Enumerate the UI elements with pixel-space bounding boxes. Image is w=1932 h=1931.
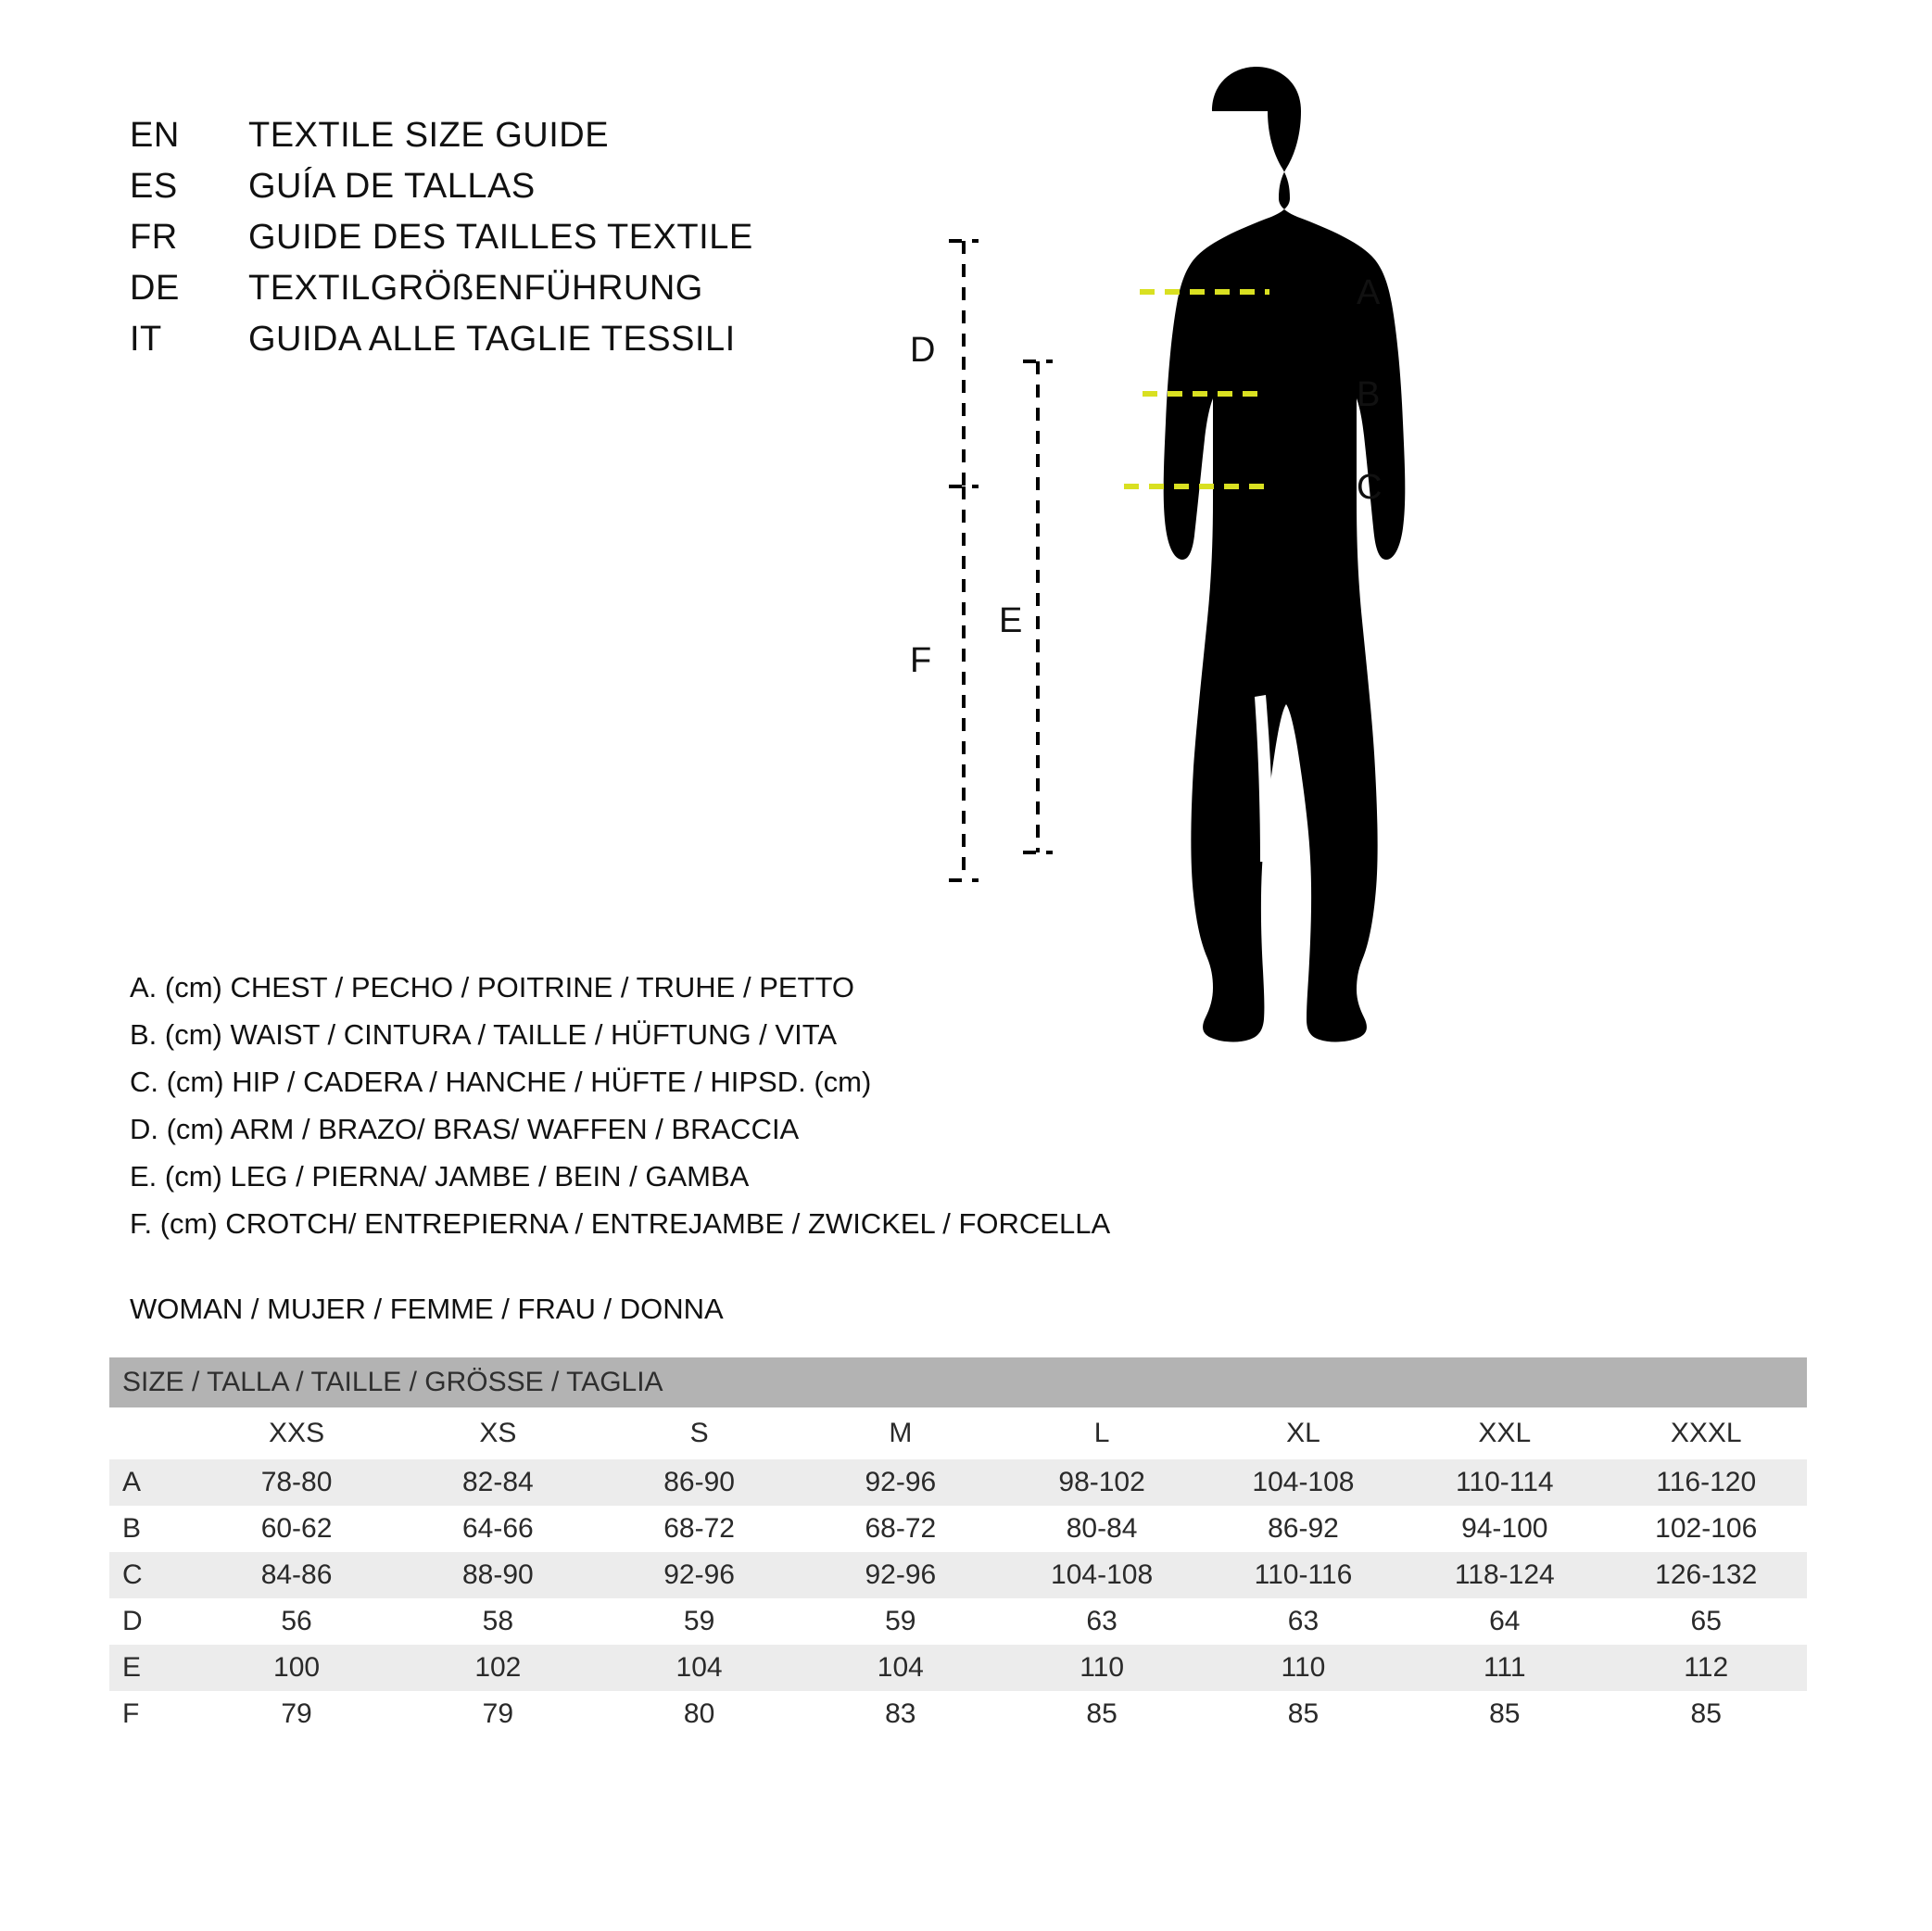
row-label-c: C [109,1552,196,1598]
title-lang-en: EN [130,116,180,155]
col-xxs: XXS [196,1407,397,1459]
gender-heading: WOMAN / MUJER / FEMME / FRAU / DONNA [130,1293,724,1325]
cell-d-xs: 58 [398,1598,599,1645]
cell-f-xxs: 79 [196,1691,397,1737]
cell-d-s: 59 [599,1598,800,1645]
title-row-en [130,116,964,167]
cell-c-xs: 88-90 [398,1552,599,1598]
row-label-f: F [109,1691,196,1737]
cell-b-xs: 64-66 [398,1506,599,1552]
cell-d-m: 59 [800,1598,1001,1645]
cell-b-xl: 86-92 [1203,1506,1404,1552]
cell-f-xs: 79 [398,1691,599,1737]
cell-c-xxs: 84-86 [196,1552,397,1598]
title-lang-it: IT [130,320,162,359]
cell-e-xl: 110 [1203,1645,1404,1691]
table-row [109,1506,1807,1552]
label-d: D [910,331,936,370]
cell-b-l: 80-84 [1001,1506,1202,1552]
cell-e-m: 104 [800,1645,1001,1691]
cell-b-s: 68-72 [599,1506,800,1552]
legend-item-b: B. (cm) WAIST / CINTURA / TAILLE / HÜFTUNG / VITA [130,1018,838,1051]
legend-item-a: A. (cm) CHEST / PECHO / POITRINE / TRUHE / PETTO [130,971,854,1003]
table-row [109,1459,1807,1506]
size-table [109,1357,1807,1737]
label-e: E [999,601,1023,640]
title-lang-es: ES [130,167,178,206]
col-l: L [1001,1407,1202,1459]
title-block [130,116,964,371]
legend-item-d: D. (cm) ARM / BRAZO/ BRAS/ WAFFEN / BRACCIA [130,1113,800,1145]
title-text-en: TEXTILE SIZE GUIDE [248,116,610,155]
cell-f-m: 83 [800,1691,1001,1737]
cell-e-xs: 102 [398,1645,599,1691]
cell-a-xxxl: 116-120 [1605,1459,1807,1506]
cell-c-xxxl: 126-132 [1605,1552,1807,1598]
cell-a-xxs: 78-80 [196,1459,397,1506]
legend-item-e: E. (cm) LEG / PIERNA/ JAMBE / BEIN / GAMBA [130,1160,750,1193]
table-row [109,1691,1807,1737]
legend-block [130,964,1242,1247]
size-band-label: SIZE / TALLA / TAILLE / GRÖSSE / TAGLIA [109,1357,1807,1407]
cell-d-xxs: 56 [196,1598,397,1645]
title-lang-fr: FR [130,218,178,257]
row-label-d: D [109,1598,196,1645]
cell-e-xxxl: 112 [1605,1645,1807,1691]
measurement-diagram [910,65,1825,1177]
cell-f-xxxl: 85 [1605,1691,1807,1737]
label-c: C [1357,468,1383,507]
cell-b-xxl: 94-100 [1404,1506,1605,1552]
title-text-de: TEXTILGRÖßENFÜHRUNG [248,269,703,308]
label-f: F [910,641,932,680]
title-row-fr [130,218,964,269]
cell-c-m: 92-96 [800,1552,1001,1598]
cell-f-xl: 85 [1203,1691,1404,1737]
cell-a-xs: 82-84 [398,1459,599,1506]
cell-c-l: 104-108 [1001,1552,1202,1598]
cell-c-s: 92-96 [599,1552,800,1598]
title-row-it [130,320,964,371]
table-row [109,1645,1807,1691]
cell-c-xxl: 118-124 [1404,1552,1605,1598]
cell-f-s: 80 [599,1691,800,1737]
woman-silhouette [1163,67,1405,1041]
cell-d-l: 63 [1001,1598,1202,1645]
cell-e-s: 104 [599,1645,800,1691]
cell-a-l: 98-102 [1001,1459,1202,1506]
col-xs: XS [398,1407,599,1459]
cell-a-m: 92-96 [800,1459,1001,1506]
legend-item-f: F. (cm) CROTCH/ ENTREPIERNA / ENTREJAMBE / ZWICKEL / FORCELLA [130,1207,1111,1240]
col-xxxl: XXXL [1605,1407,1807,1459]
cell-d-xxl: 64 [1404,1598,1605,1645]
row-label-b: B [109,1506,196,1552]
cell-c-xl: 110-116 [1203,1552,1404,1598]
title-text-es: GUÍA DE TALLAS [248,167,536,206]
table-band-header [109,1357,1807,1407]
cell-e-xxs: 100 [196,1645,397,1691]
col-m: M [800,1407,1001,1459]
label-b: B [1357,375,1381,414]
table-row [109,1598,1807,1645]
label-a: A [1357,273,1381,312]
title-text-fr: GUIDE DES TAILLES TEXTILE [248,218,753,257]
row-label-e: E [109,1645,196,1691]
table-row [109,1552,1807,1598]
cell-f-xxl: 85 [1404,1691,1605,1737]
col-xl: XL [1203,1407,1404,1459]
bracket-e [1023,361,1053,852]
cell-a-s: 86-90 [599,1459,800,1506]
bracket-f [949,486,979,880]
cell-b-m: 68-72 [800,1506,1001,1552]
row-label-a: A [109,1459,196,1506]
title-lang-de: DE [130,269,180,308]
table-column-headers [109,1407,1807,1459]
cell-e-xxl: 111 [1404,1645,1605,1691]
title-row-de [130,269,964,320]
title-row-es [130,167,964,218]
cell-d-xxxl: 65 [1605,1598,1807,1645]
cell-b-xxxl: 102-106 [1605,1506,1807,1552]
col-xxl: XXL [1404,1407,1605,1459]
col-s: S [599,1407,800,1459]
cell-a-xl: 104-108 [1203,1459,1404,1506]
cell-a-xxl: 110-114 [1404,1459,1605,1506]
cell-b-xxs: 60-62 [196,1506,397,1552]
cell-d-xl: 63 [1203,1598,1404,1645]
cell-e-l: 110 [1001,1645,1202,1691]
cell-f-l: 85 [1001,1691,1202,1737]
corner-cell [109,1407,196,1459]
title-text-it: GUIDA ALLE TAGLIE TESSILI [248,320,736,359]
legend-item-c: C. (cm) HIP / CADERA / HANCHE / HÜFTE / HIPSD. (cm) [130,1066,872,1098]
